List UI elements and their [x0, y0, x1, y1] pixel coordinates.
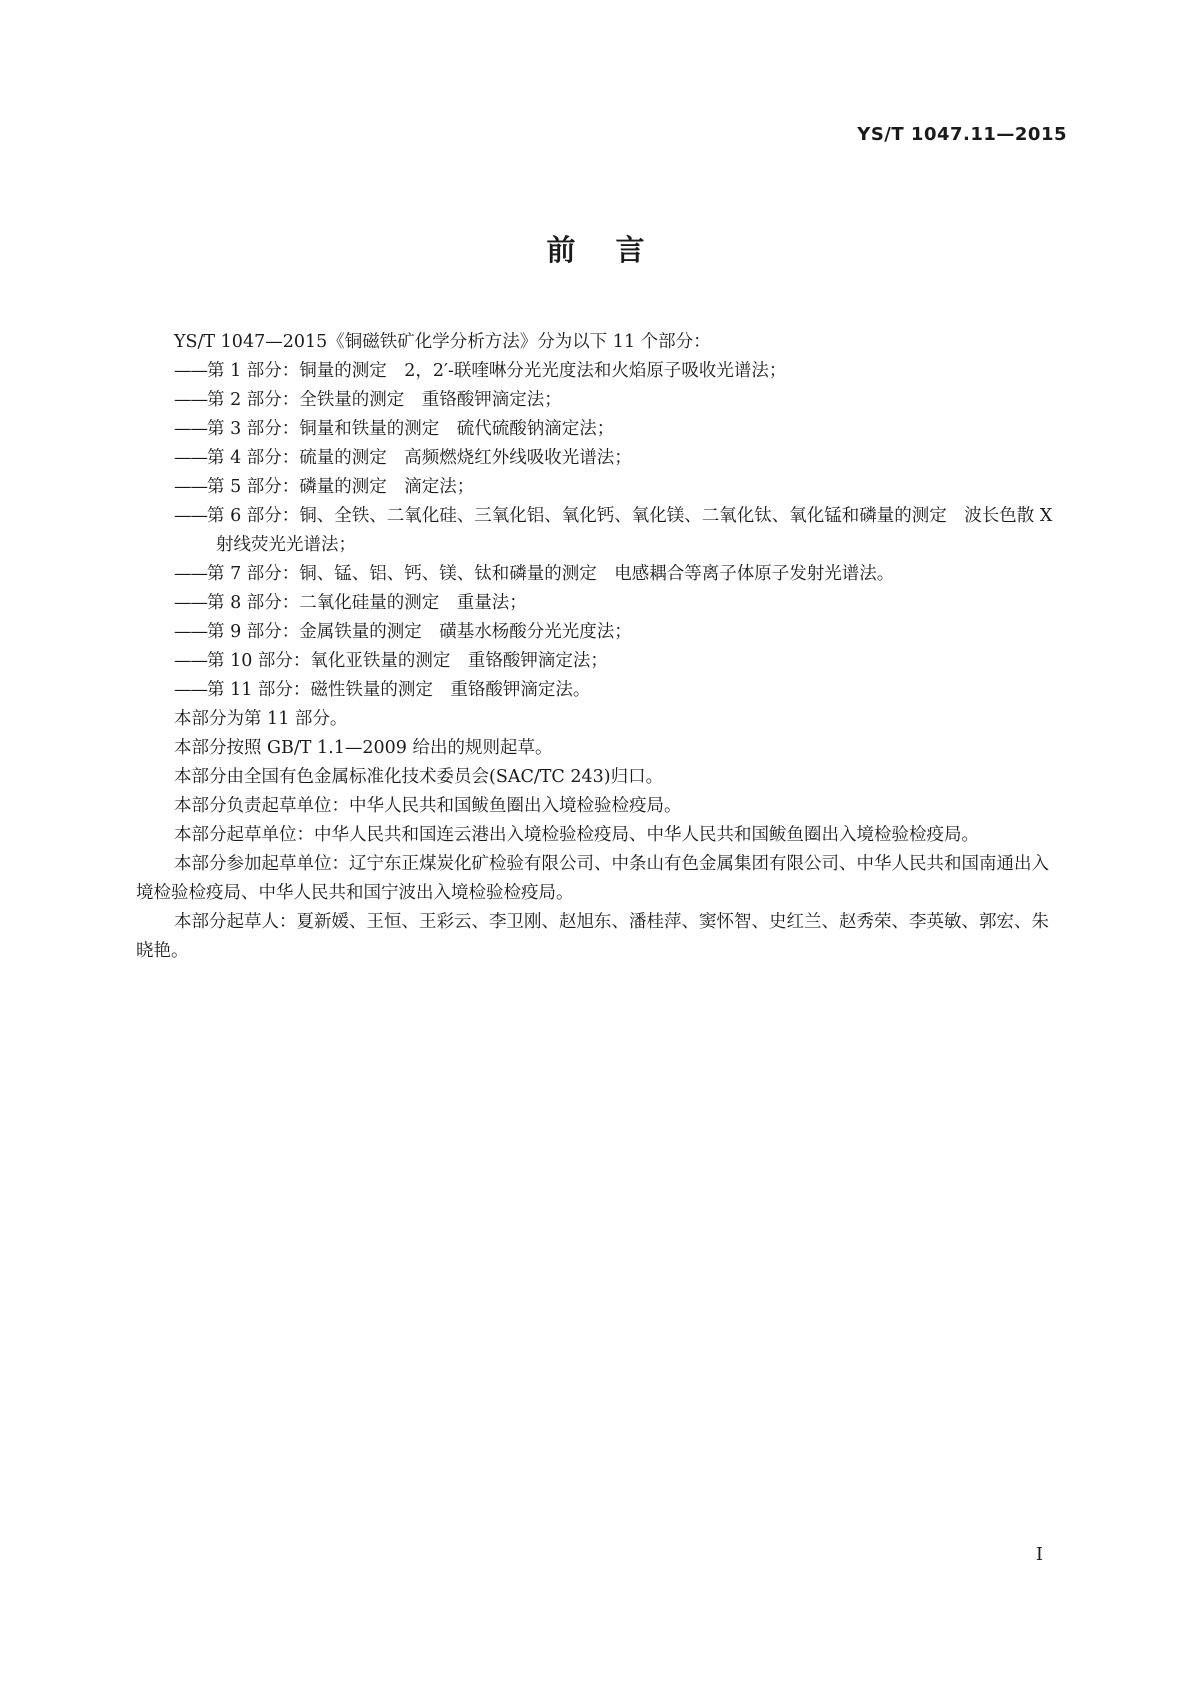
dash: ——: [174, 419, 207, 439]
statement-paragraph: 本部分由全国有色金属标准化技术委员会(SAC/TC 243)归口。: [174, 767, 664, 787]
intro-paragraph: YS/T 1047—2015《铜磁铁矿化学分析方法》分为以下 11 个部分：: [174, 332, 711, 352]
part-text: 第 4 部分：硫量的测定 高频燃烧红外线吸收光谱法；: [207, 448, 632, 468]
part-item: [136, 676, 1061, 705]
dash: ——: [174, 390, 207, 410]
dash: ——: [174, 448, 207, 468]
part-item: [136, 502, 1061, 560]
part-item: [136, 444, 1061, 473]
part-item: [136, 473, 1061, 502]
dash: ——: [174, 622, 207, 642]
dash: ——: [174, 564, 207, 584]
part-text: 第 10 部分：氧化亚铁量的测定 重铬酸钾滴定法；: [207, 651, 608, 671]
part-item: [136, 647, 1061, 676]
foreword-body: [136, 328, 1061, 966]
part-item: [136, 415, 1061, 444]
page-number: I: [1035, 1544, 1043, 1565]
dash: ——: [174, 477, 207, 497]
part-item: [136, 386, 1061, 415]
part-text: 第 8 部分：二氧化硅量的测定 重量法；: [207, 593, 527, 613]
dash: ——: [174, 361, 207, 381]
part-item: [136, 618, 1061, 647]
part-text: 第 7 部分：铜、锰、铝、钙、镁、钛和磷量的测定 电感耦合等离子体原子发射光谱法。: [207, 564, 895, 584]
part-text: 第 1 部分：铜量的测定 2，2′-联喹啉分光光度法和火焰原子吸收光谱法；: [207, 361, 787, 381]
part-item: [136, 589, 1061, 618]
page-title: 前言: [546, 233, 685, 267]
part-text: 第 9 部分：金属铁量的测定 磺基水杨酸分光光度法；: [207, 622, 632, 642]
dash: ——: [174, 593, 207, 613]
statement-paragraph: 本部分为第 11 部分。: [174, 709, 348, 729]
statement-paragraph: 本部分起草单位：中华人民共和国连云港出入境检验检疫局、中华人民共和国鲅鱼圈出入境检验检疫局。: [174, 825, 979, 845]
part-text: 第 5 部分：磷量的测定 滴定法；: [207, 477, 475, 497]
dash: ——: [174, 651, 207, 671]
dash: ——: [174, 680, 207, 700]
part-item: [136, 357, 1061, 386]
statement-paragraph: 本部分参加起草单位：辽宁东正煤炭化矿检验有限公司、中条山有色金属集团有限公司、中华人民共和国南通出入境检验检疫局、中华人民共和国宁波出入境检验检疫局。: [136, 854, 1049, 903]
standard-number: YS/T 1047.11—2015: [857, 124, 1067, 145]
part-text: 第 6 部分：铜、全铁、二氧化硅、三氧化铝、氧化钙、氧化镁、二氧化钛、氧化锰和磷量的测定 波长色散 X 射线荧光光谱法；: [207, 506, 1053, 555]
statement-paragraph: 本部分负责起草单位：中华人民共和国鲅鱼圈出入境检验检疫局。: [174, 796, 682, 816]
statement-paragraph: 本部分按照 GB/T 1.1—2009 给出的规则起草。: [174, 738, 553, 758]
part-item: [136, 560, 1061, 589]
part-text: 第 11 部分：磁性铁量的测定 重铬酸钾滴定法。: [207, 680, 591, 700]
part-text: 第 2 部分：全铁量的测定 重铬酸钾滴定法；: [207, 390, 562, 410]
dash: ——: [174, 506, 207, 526]
statement-paragraph: 本部分起草人：夏新媛、王恒、王彩云、李卫刚、赵旭东、潘桂萍、窦怀智、史红兰、赵秀荣、李英敏、郭宏、朱晓艳。: [136, 912, 1049, 961]
part-text: 第 3 部分：铜量和铁量的测定 硫代硫酸钠滴定法；: [207, 419, 615, 439]
